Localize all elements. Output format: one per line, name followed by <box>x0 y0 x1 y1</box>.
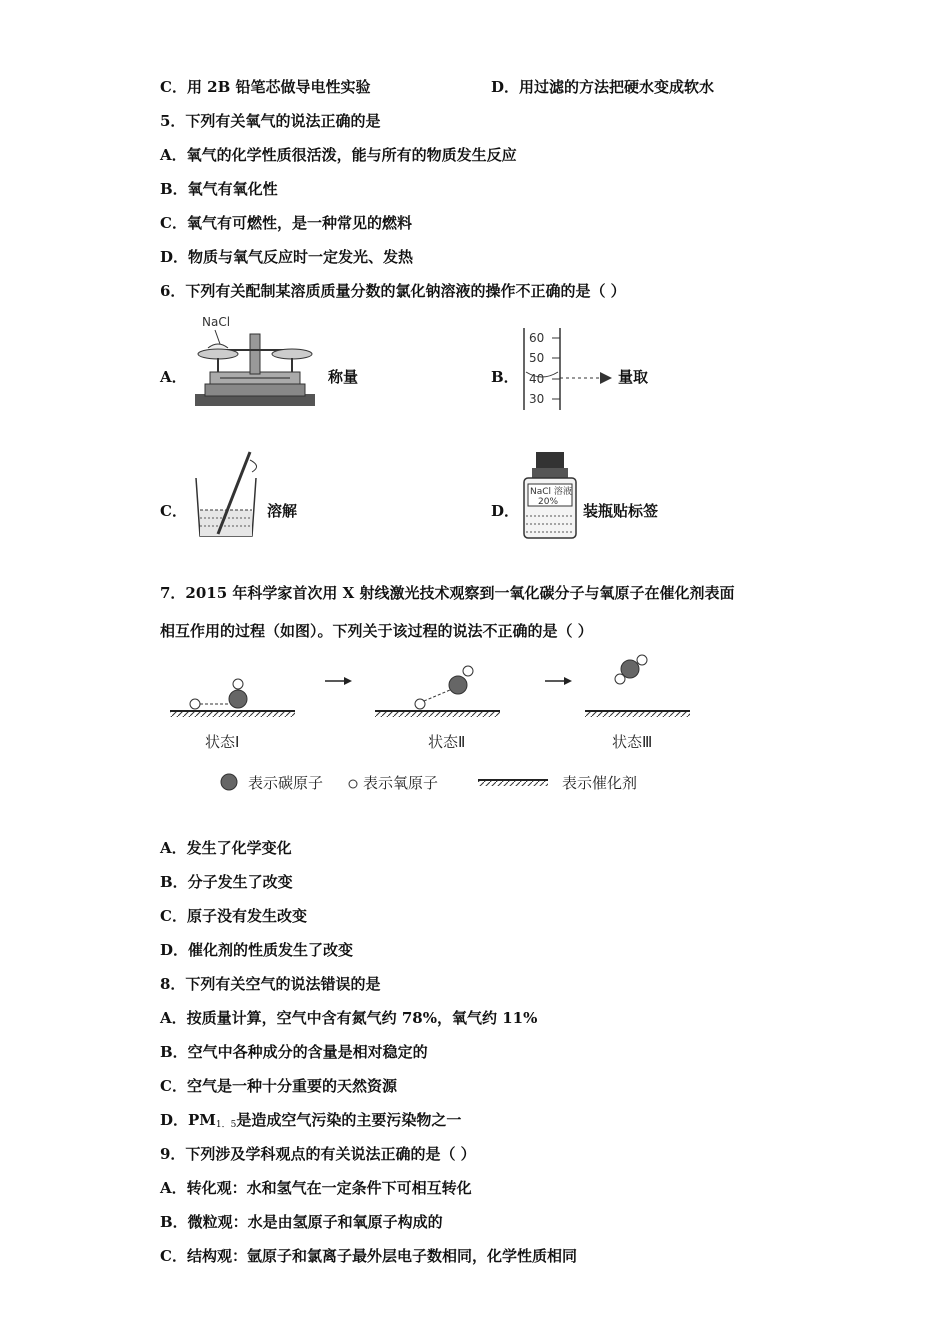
q7-option-d: D．催化剂的性质发生了改变 <box>160 941 354 959</box>
cylinder-tick-60: 60 <box>529 331 545 345</box>
cylinder-tick-30: 30 <box>529 392 545 406</box>
q8-option-d <box>160 1110 461 1135</box>
q6-option-b-caption: 量取 <box>618 368 649 386</box>
cylinder-figure <box>518 326 618 412</box>
legend-carbon-icon <box>221 774 237 790</box>
legend-oxygen-text: 表示氧原子 <box>363 774 439 792</box>
state-3-label: 状态Ⅲ <box>612 733 653 751</box>
q9-option-c: C．结构观：氩原子和氯离子最外层电子数相同，化学性质相同 <box>160 1247 577 1265</box>
q8-option-d-subscript: 1．5 <box>215 1120 237 1130</box>
q7-option-c: C．原子没有发生改变 <box>160 907 307 925</box>
q5-stem: 5．下列有关氧气的说法正确的是 <box>160 112 381 130</box>
q6-option-d-letter: D． <box>491 502 520 520</box>
q6-option-b-letter: B． <box>491 368 519 386</box>
legend-oxygen-icon <box>349 780 357 788</box>
bottle-figure <box>520 450 580 542</box>
q7-stem-line2: 相互作用的过程（如图）。下列关于该过程的说法不正确的是（ ） <box>160 622 593 640</box>
q4-option-d: D．用过滤的方法把硬水变成软水 <box>491 78 715 96</box>
q8-stem: 8．下列有关空气的说法错误的是 <box>160 975 381 993</box>
state-3-group <box>585 655 690 751</box>
q6-option-a-caption: 称量 <box>328 368 359 386</box>
q8-option-b: B．空气中各种成分的含量是相对稳定的 <box>160 1043 428 1061</box>
state-2-group <box>375 666 500 751</box>
q6-option-c-caption: 溶解 <box>267 502 298 520</box>
co-catalyst-diagram <box>160 650 720 800</box>
q7-option-a: A．发生了化学变化 <box>160 839 292 857</box>
bottle-label-bottom: 20% <box>538 497 559 507</box>
legend-carbon-text: 表示碳原子 <box>248 774 324 792</box>
cylinder-tick-50: 50 <box>529 351 545 365</box>
state-1-group <box>170 679 295 751</box>
balance-nacl-label: NaCl <box>202 315 231 329</box>
state-1-label: 状态Ⅰ <box>205 733 240 751</box>
q5-option-b: B．氧气有氧化性 <box>160 180 278 198</box>
bottle-label-top: NaCl 溶液 <box>530 487 572 497</box>
q8-option-d-prefix: D．PM <box>160 1111 216 1129</box>
q8-option-d-suffix: 是造成空气污染的主要污染物之一 <box>236 1111 462 1129</box>
q5-option-a: A．氧气的化学性质很活泼，能与所有的物质发生反应 <box>160 146 517 164</box>
cylinder-tick-40: 40 <box>529 372 545 386</box>
q9-option-b: B．微粒观：水是由氢原子和氧原子构成的 <box>160 1213 443 1231</box>
beaker-figure <box>192 448 264 542</box>
q4-option-c: C．用 2B 铅笔芯做导电性实验 <box>160 78 371 96</box>
q6-stem: 6．下列有关配制某溶质质量分数的氯化钠溶液的操作不正确的是（ ） <box>160 282 626 300</box>
q9-option-a: A．转化观：水和氢气在一定条件下可相互转化 <box>160 1179 472 1197</box>
state-2-label: 状态Ⅱ <box>428 733 466 751</box>
q6-option-a-letter: A． <box>160 368 187 386</box>
q7-stem-line1: 7．2015 年科学家首次用 X 射线激光技术观察到一氧化碳分子与氧原子在催化剂表面 <box>160 584 735 602</box>
q8-option-a: A．按质量计算，空气中含有氮气约 78%，氧气约 11% <box>160 1009 538 1027</box>
q6-option-d-caption: 装瓶贴标签 <box>583 502 659 520</box>
q5-option-c: C．氧气有可燃性，是一种常见的燃料 <box>160 214 412 232</box>
q9-stem: 9．下列涉及学科观点的有关说法正确的是（ ） <box>160 1145 476 1163</box>
q7-option-b: B．分子发生了改变 <box>160 873 293 891</box>
q5-option-d: D．物质与氧气反应时一定发光、发热 <box>160 248 414 266</box>
legend-catalyst-text: 表示催化剂 <box>562 774 638 792</box>
q6-option-c-letter: C． <box>160 502 187 520</box>
q8-option-c: C．空气是一种十分重要的天然资源 <box>160 1077 397 1095</box>
balance-figure <box>190 312 320 412</box>
